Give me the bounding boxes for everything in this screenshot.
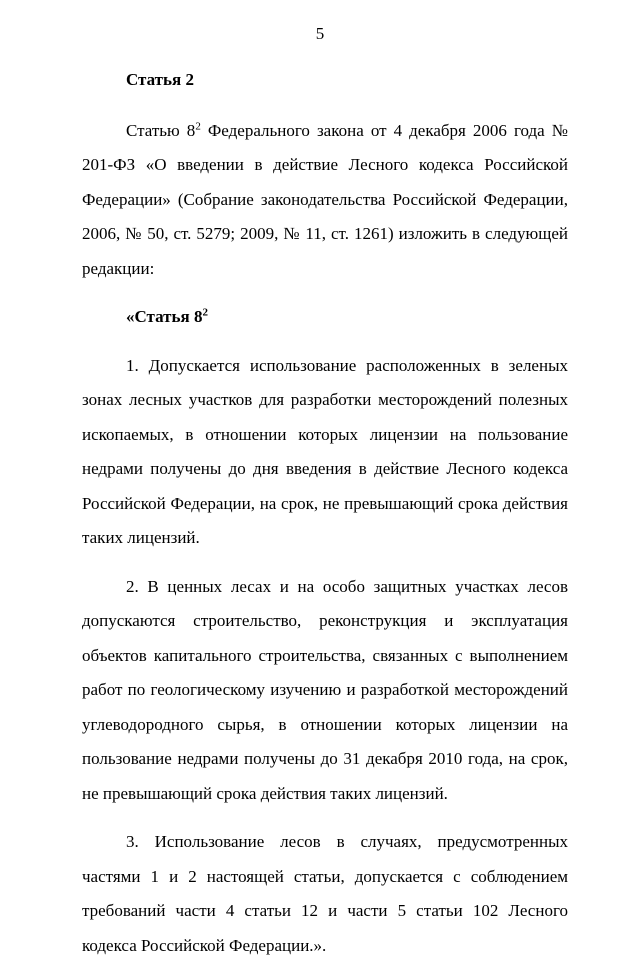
intro-text-start: Статью 8	[126, 120, 196, 140]
new-article-heading	[82, 300, 568, 335]
page-number: 5	[315, 24, 325, 43]
new-article-superscript: 2	[202, 306, 208, 319]
paragraph-3: 3. Использование лесов в случаях, предусмотренных частями 1 и 2 настоящей статьи, допускается с соблюдением требований части 4 статьи 12 и части 5 статьи 102 Лесного кодекса Российской Федерации.».	[82, 832, 568, 955]
article-heading: Статья 2	[126, 70, 194, 89]
paragraph-2: 2. В ценных лесах и на особо защитных участках лесов допускаются строительство, реконструкция и эксплуатация объектов капитального строительства, связанных с выполнением работ по геологическому изучению и разработкой месторождений углеводородного сырья, в отношении которых лицензии на пользование недрами получены до 31 декабря 2010 года, на срок, не превышающий срока действия таких лицензий.	[82, 576, 568, 803]
paragraph-1: 1. Допускается использование расположенных в зеленых зонах лесных участков для разработки месторождений полезных ископаемых, в отношении которых лицензии на пользование недрами получены до дня введения в действие Лесного кодекса Российской Федерации, на срок, не превышающий срока действия таких лицензий.	[82, 355, 568, 547]
intro-paragraph	[82, 114, 568, 287]
document-body	[82, 63, 568, 963]
new-article-text: «Статья 8	[126, 307, 203, 326]
intro-text-rest: Федерального закона от 4 декабря 2006 года № 201-ФЗ «О введении в действие Лесного кодекса Российской Федерации» (Собрание законодательства Российской Федерации, 2006, № 50, ст. 5279; 2009, № 11, ст. 1261) изложить в следующей редакции:	[82, 120, 568, 278]
intro-superscript: 2	[195, 119, 201, 132]
